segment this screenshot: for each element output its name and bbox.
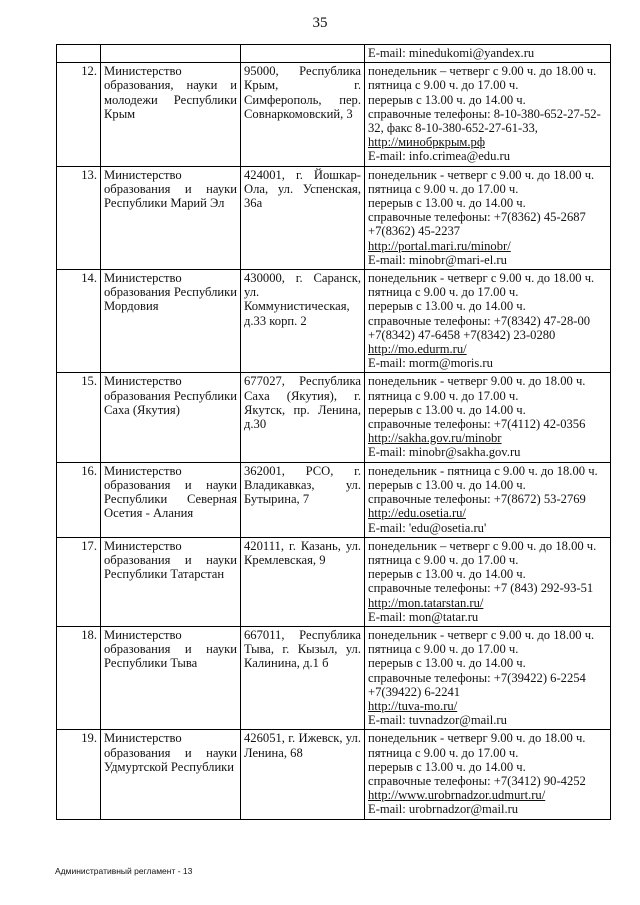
email-text: E-mail: minobr@mari-el.ru bbox=[368, 252, 507, 267]
ministry-name: Министерство образования и науки Удмуртской Республики bbox=[101, 730, 241, 819]
row-number: 19. bbox=[57, 730, 101, 819]
ministry-name: Министерство образования, науки и молодежи Республики Крым bbox=[101, 63, 241, 166]
email-text: E-mail: tuvnadzor@mail.ru bbox=[368, 713, 507, 728]
phone-text: справочные телефоны: +7(8362) 45-2687 bbox=[368, 210, 586, 225]
email-text: E-mail: minedukomi@yandex.ru bbox=[368, 46, 535, 60]
ministry-name: Министерство образования и науки Республики Татарстан bbox=[101, 537, 241, 626]
ministry-address bbox=[241, 45, 365, 63]
table-row bbox=[57, 166, 611, 269]
ministries-table-body bbox=[57, 45, 611, 820]
phone-text: +7(8342) 47-6458 +7(8342) 23-0280 bbox=[368, 327, 556, 342]
phone-text: справочные телефоны: 8-10-380-652-27-52-32, факс 8-10-380-652-27-61-33, bbox=[368, 106, 601, 136]
phone-text: справочные телефоны: +7(8342) 47-28-00 bbox=[368, 313, 591, 328]
row-number: 14. bbox=[57, 270, 101, 373]
ministry-name: Министерство образования и науки Республики Северная Осетия - Алания bbox=[101, 462, 241, 537]
contact-info bbox=[365, 166, 611, 269]
ministry-name: Министерство образования и науки Республики Тыва bbox=[101, 626, 241, 729]
phone-text: +7(39422) 6-2241 bbox=[368, 684, 461, 699]
table-row bbox=[57, 537, 611, 626]
working-hours-text: понедельник – четверг с 9.00 ч. до 18.00 ч. bbox=[368, 538, 597, 553]
ministry-address: 677027, Республика Саха (Якутия), г. Якутск, пр. Ленина, д.30 bbox=[241, 373, 365, 462]
ministry-name: Министерство образования Республики Мордовия bbox=[101, 270, 241, 373]
working-hours-text: пятница с 9.00 ч. до 17.00 ч. bbox=[368, 745, 519, 760]
ministries-table bbox=[56, 44, 611, 820]
working-hours-text: понедельник - четверг 9.00 ч. до 18.00 ч. bbox=[368, 731, 586, 746]
ministry-address: 667011, Республика Тыва, г. Кызыл, ул. Калинина, д.1 б bbox=[241, 626, 365, 729]
phone-text: справочные телефоны: +7(4112) 42-0356 bbox=[368, 417, 586, 432]
working-hours-text: понедельник - четверг с 9.00 ч. до 18.00 ч. bbox=[368, 271, 595, 286]
ministry-name bbox=[101, 45, 241, 63]
break-hours-text: перерыв с 13.00 ч. до 14.00 ч. bbox=[368, 299, 526, 314]
website-link[interactable]: http://sakha.gov.ru/minobr bbox=[368, 431, 502, 446]
table-row bbox=[57, 462, 611, 537]
ministry-address: 430000, г. Саранск, ул. Коммунистическая, д.33 корп. 2 bbox=[241, 270, 365, 373]
phone-text: справочные телефоны: +7(8672) 53-2769 bbox=[368, 492, 586, 507]
row-number: 17. bbox=[57, 537, 101, 626]
website-link[interactable]: http://www.urobrnadzor.udmurt.ru/ bbox=[368, 788, 546, 803]
contact-info bbox=[365, 373, 611, 462]
contact-info bbox=[365, 730, 611, 819]
ministry-address: 426051, г. Ижевск, ул. Ленина, 68 bbox=[241, 730, 365, 819]
ministry-address: 424001, г. Йошкар-Ола, ул. Успенская, 36а bbox=[241, 166, 365, 269]
website-link[interactable]: http://mon.tatarstan.ru/ bbox=[368, 595, 484, 610]
row-number: 12. bbox=[57, 63, 101, 166]
table-row bbox=[57, 373, 611, 462]
ministry-name: Министерство образования Республики Саха (Якутия) bbox=[101, 373, 241, 462]
working-hours-text: пятница с 9.00 ч. до 17.00 ч. bbox=[368, 642, 519, 657]
website-link[interactable]: http://минобркрым.рф bbox=[368, 135, 485, 150]
email-text: E-mail: 'edu@osetia.ru' bbox=[368, 520, 487, 535]
working-hours-text: понедельник - четверг с 9.00 ч. до 18.00 ч. bbox=[368, 167, 595, 182]
row-number bbox=[57, 45, 101, 63]
page-number: 35 bbox=[312, 15, 328, 31]
ministry-address: 95000, Республика Крым, г. Симферополь, пер. Совнаркомовский, 3 bbox=[241, 63, 365, 166]
row-number: 13. bbox=[57, 166, 101, 269]
email-text: E-mail: morm@moris.ru bbox=[368, 356, 493, 371]
contact-info bbox=[365, 462, 611, 537]
email-text: E-mail: info.crimea@edu.ru bbox=[368, 149, 511, 164]
contact-info bbox=[365, 45, 611, 63]
email-text: E-mail: minobr@sakha.gov.ru bbox=[368, 445, 521, 460]
working-hours-text: пятница с 9.00 ч. до 17.00 ч. bbox=[368, 181, 519, 196]
website-link[interactable]: http://portal.mari.ru/minobr/ bbox=[368, 238, 511, 253]
row-number: 15. bbox=[57, 373, 101, 462]
contact-info bbox=[365, 537, 611, 626]
phone-text: справочные телефоны: +7(39422) 6-2254 bbox=[368, 670, 586, 685]
table-row bbox=[57, 730, 611, 819]
table-row bbox=[57, 45, 611, 63]
working-hours-text: пятница с 9.00 ч. до 17.00 ч. bbox=[368, 388, 519, 403]
break-hours-text: перерыв с 13.00 ч. до 14.00 ч. bbox=[368, 759, 526, 774]
email-text: E-mail: urobrnadzor@mail.ru bbox=[368, 802, 519, 817]
phone-text: справочные телефоны: +7 (843) 292-93-51 bbox=[368, 581, 594, 596]
website-link[interactable]: http://tuva-mo.ru/ bbox=[368, 698, 458, 713]
phone-text: справочные телефоны: +7(3412) 90-4252 bbox=[368, 773, 586, 788]
working-hours-text: понедельник - пятница с 9.00 ч. до 18.00 ч. bbox=[368, 463, 598, 478]
contact-info bbox=[365, 626, 611, 729]
page-footer: Административный регламент - 13 bbox=[55, 866, 193, 876]
break-hours-text: перерыв с 13.00 ч. до 14.00 ч. bbox=[368, 477, 526, 492]
break-hours-text: перерыв с 13.00 ч. до 14.00 ч. bbox=[368, 567, 526, 582]
ministry-address: 420111, г. Казань, ул. Кремлевская, 9 bbox=[241, 537, 365, 626]
contact-info bbox=[365, 270, 611, 373]
working-hours-text: пятница с 9.00 ч. до 17.00 ч. bbox=[368, 552, 519, 567]
ministry-address: 362001, РСО, г. Владикавказ, ул. Бутырина, 7 bbox=[241, 462, 365, 537]
row-number: 18. bbox=[57, 626, 101, 729]
working-hours-text: понедельник - четверг с 9.00 ч. до 18.00 ч. bbox=[368, 627, 595, 642]
website-link[interactable]: http://edu.osetia.ru/ bbox=[368, 506, 466, 521]
working-hours-text: пятница с 9.00 ч. до 17.00 ч. bbox=[368, 78, 519, 93]
website-link[interactable]: http://mo.edurm.ru/ bbox=[368, 342, 467, 357]
working-hours-text: понедельник – четверг с 9.00 ч. до 18.00 ч. bbox=[368, 64, 597, 79]
table-row bbox=[57, 63, 611, 166]
table-row bbox=[57, 270, 611, 373]
break-hours-text: перерыв с 13.00 ч. до 14.00 ч. bbox=[368, 402, 526, 417]
working-hours-text: понедельник - четверг 9.00 ч. до 18.00 ч. bbox=[368, 374, 586, 389]
email-text: E-mail: mon@tatar.ru bbox=[368, 609, 479, 624]
break-hours-text: перерыв с 13.00 ч. до 14.00 ч. bbox=[368, 656, 526, 671]
phone-text: +7(8362) 45-2237 bbox=[368, 224, 461, 239]
ministry-name: Министерство образования и науки Республики Марий Эл bbox=[101, 166, 241, 269]
table-row bbox=[57, 626, 611, 729]
break-hours-text: перерыв с 13.00 ч. до 14.00 ч. bbox=[368, 196, 526, 211]
working-hours-text: пятница с 9.00 ч. до 17.00 ч. bbox=[368, 285, 519, 300]
contact-info bbox=[365, 63, 611, 166]
break-hours-text: перерыв с 13.00 ч. до 14.00 ч. bbox=[368, 92, 526, 107]
row-number: 16. bbox=[57, 462, 101, 537]
